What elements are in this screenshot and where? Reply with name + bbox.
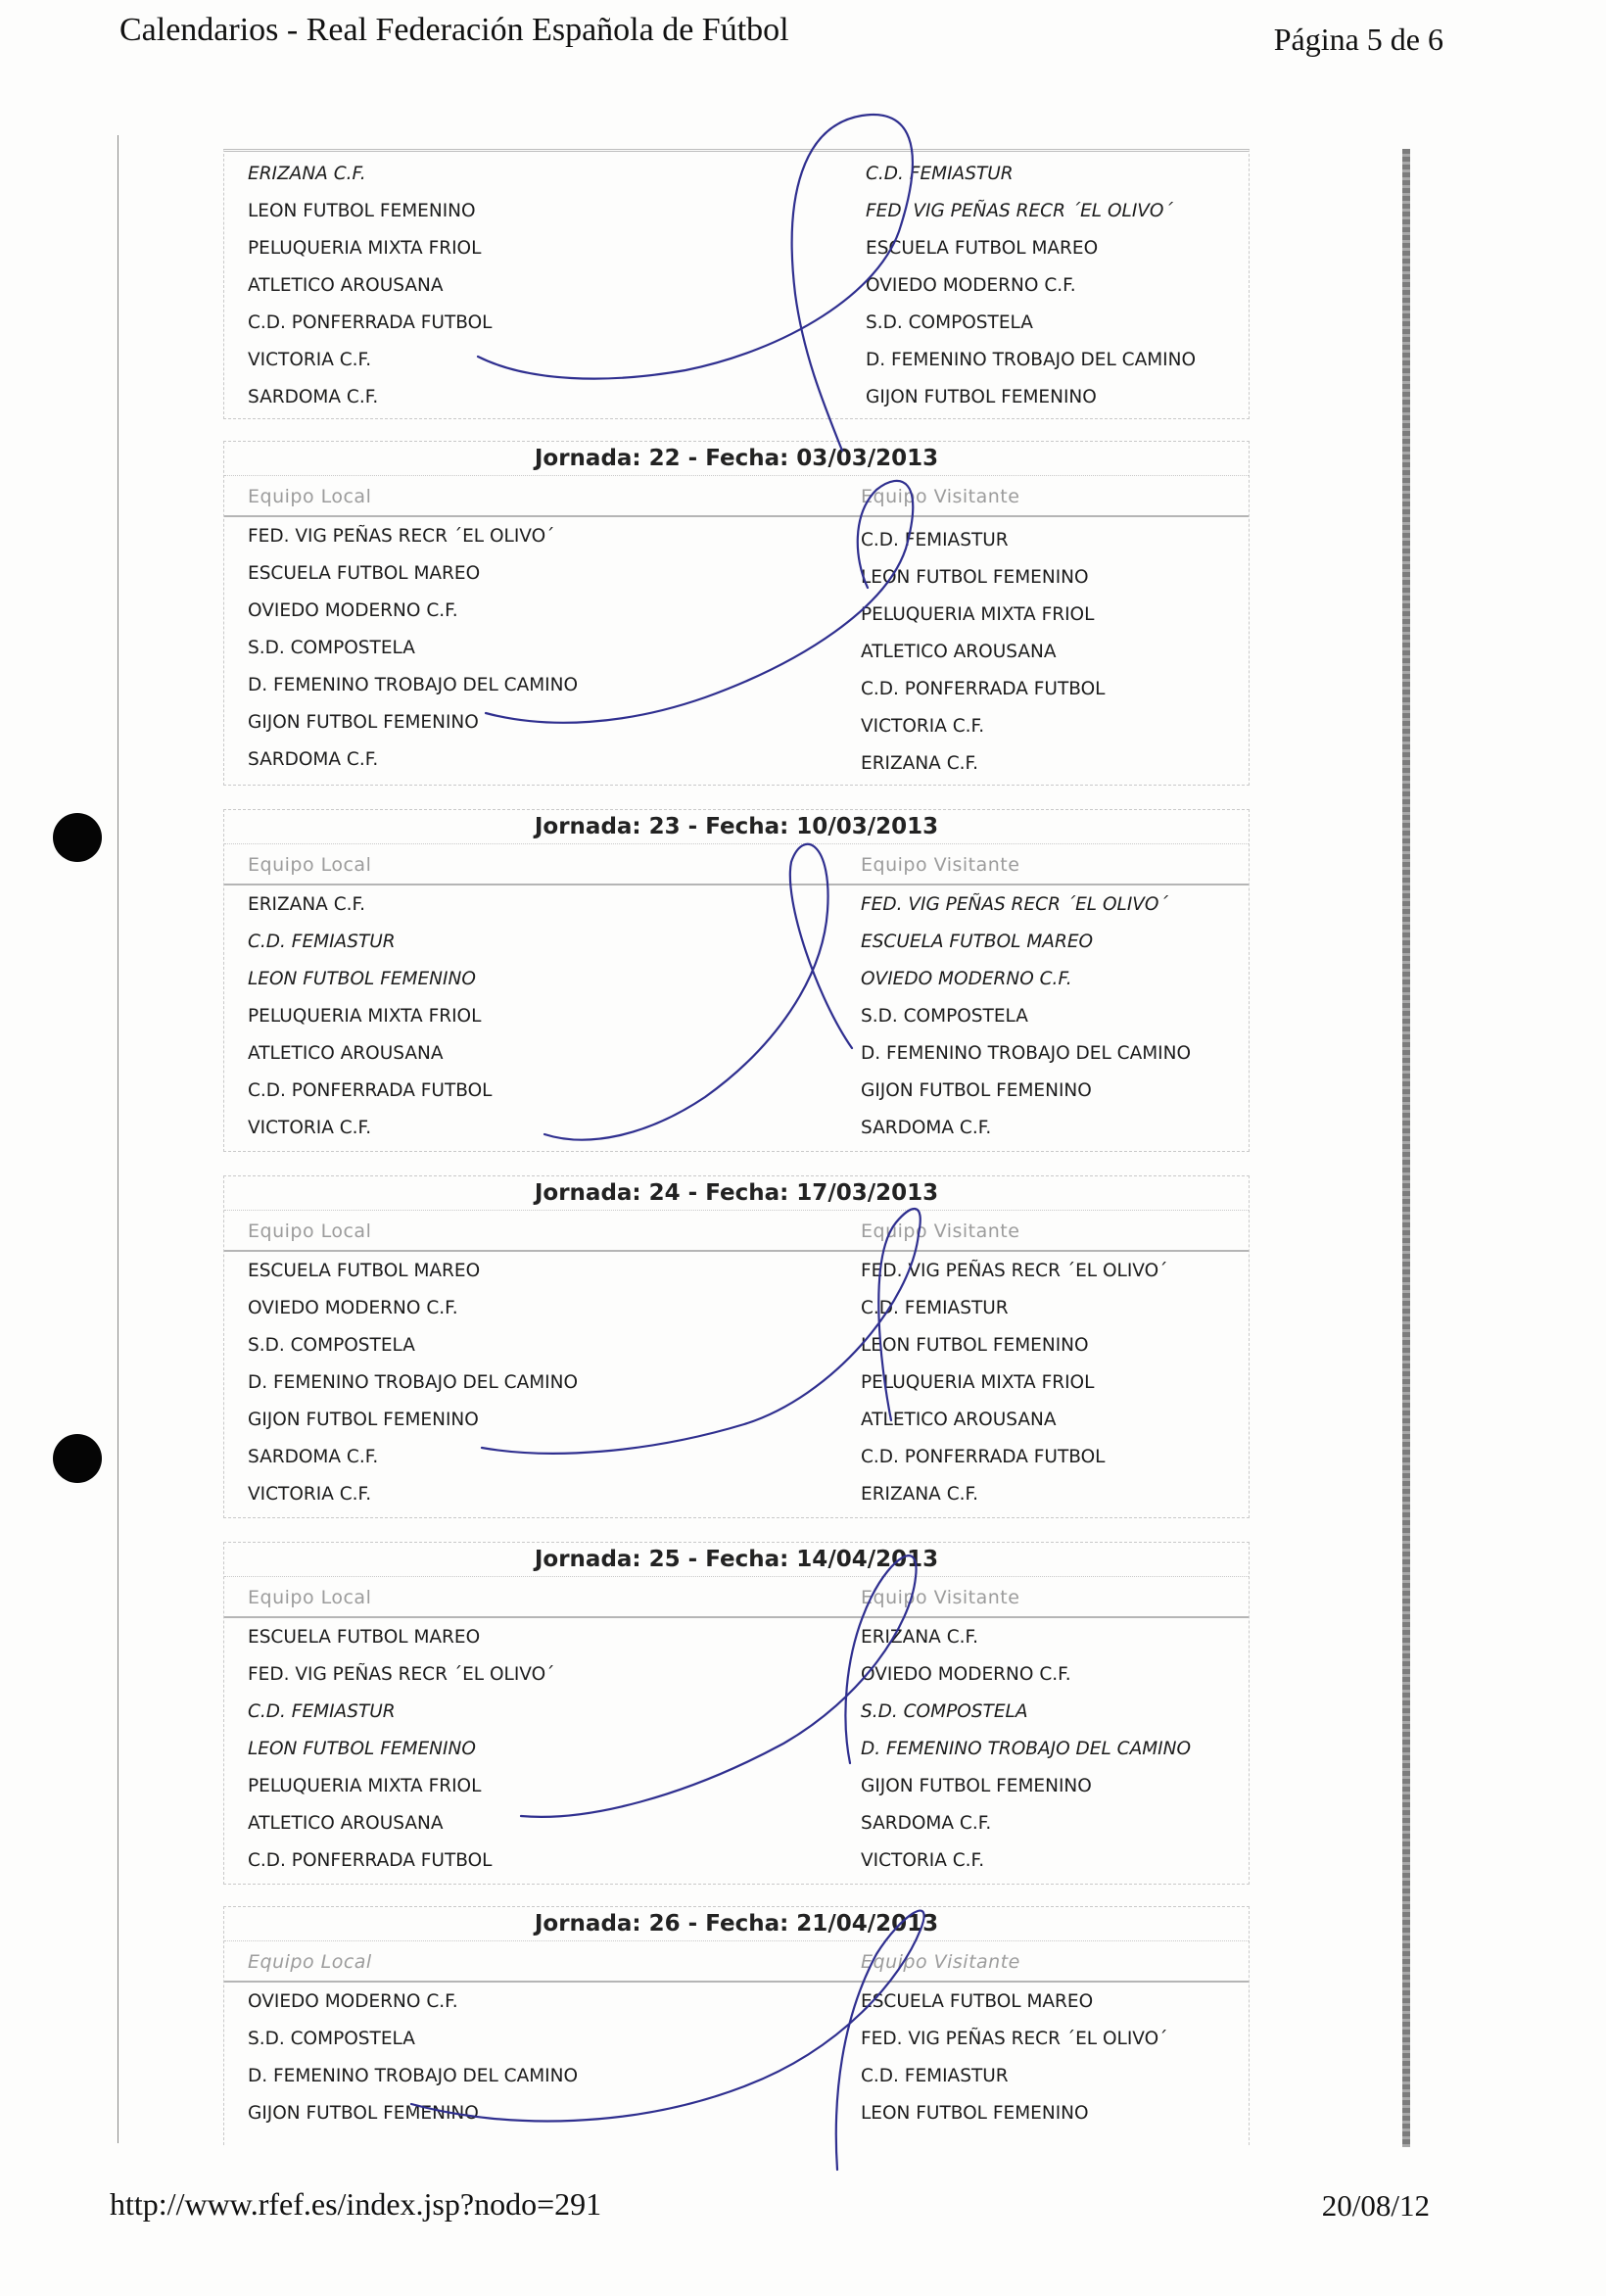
team-name: ERIZANA C.F. xyxy=(248,164,366,184)
team-name: S.D. COMPOSTELA xyxy=(248,638,415,658)
team-name: S.D. COMPOSTELA xyxy=(861,1006,1028,1027)
team-name: OVIEDO MODERNO C.F. xyxy=(861,969,1072,989)
team-name: LEON FUTBOL FEMENINO xyxy=(248,1739,476,1759)
team-name: ATLETICO AROUSANA xyxy=(248,275,444,296)
local-column-label: Equipo Local xyxy=(248,1587,372,1608)
team-name: GIJON FUTBOL FEMENINO xyxy=(248,2103,479,2124)
team-name: ESCUELA FUTBOL MAREO xyxy=(248,1627,481,1648)
footer-date: 20/08/12 xyxy=(1321,2188,1430,2223)
team-name: S.D. COMPOSTELA xyxy=(866,312,1033,333)
team-name: ATLETICO AROUSANA xyxy=(861,642,1057,662)
team-name: ESCUELA FUTBOL MAREO xyxy=(861,932,1094,952)
team-name: FED. VIG PEÑAS RECR ´EL OLIVO´ xyxy=(866,201,1173,221)
team-name: GIJON FUTBOL FEMENINO xyxy=(248,1410,479,1430)
team-name: GIJON FUTBOL FEMENINO xyxy=(861,1776,1092,1796)
team-name: C.D. PONFERRADA FUTBOL xyxy=(861,1447,1106,1467)
team-name: C.D. FEMIASTUR xyxy=(248,1701,396,1722)
team-name: ATLETICO AROUSANA xyxy=(248,1813,444,1834)
team-name: C.D. PONFERRADA FUTBOL xyxy=(248,1080,493,1101)
team-name: D. FEMENINO TROBAJO DEL CAMINO xyxy=(866,350,1197,370)
team-name: GIJON FUTBOL FEMENINO xyxy=(248,712,479,733)
team-name: LEON FUTBOL FEMENINO xyxy=(248,201,476,221)
local-column-label: Equipo Local xyxy=(248,1951,372,1973)
team-name: FED. VIG PEÑAS RECR ´EL OLIVO´ xyxy=(248,526,555,547)
team-name: PELUQUERIA MIXTA FRIOL xyxy=(248,1776,482,1796)
team-name: C.D. PONFERRADA FUTBOL xyxy=(248,1850,493,1871)
team-name: PELUQUERIA MIXTA FRIOL xyxy=(248,1006,482,1027)
team-name: PELUQUERIA MIXTA FRIOL xyxy=(861,1372,1095,1393)
team-name: S.D. COMPOSTELA xyxy=(248,1335,415,1356)
team-name: SARDOMA C.F. xyxy=(248,387,379,407)
team-name: VICTORIA C.F. xyxy=(248,350,372,370)
team-name: VICTORIA C.F. xyxy=(861,716,985,737)
visitor-column-label: Equipo Visitante xyxy=(861,486,1020,507)
local-column-label: Equipo Local xyxy=(248,486,372,507)
team-name: ERIZANA C.F. xyxy=(248,894,366,915)
jornada-title: Jornada: 25 - Fecha: 14/04/2013 xyxy=(534,1547,939,1572)
visitor-column-label: Equipo Visitante xyxy=(861,1220,1020,1242)
local-column-label: Equipo Local xyxy=(248,1220,372,1242)
team-name: C.D. PONFERRADA FUTBOL xyxy=(248,312,493,333)
jornada-title: Jornada: 23 - Fecha: 10/03/2013 xyxy=(534,814,939,839)
team-name: ESCUELA FUTBOL MAREO xyxy=(248,563,481,584)
team-name: D. FEMENINO TROBAJO DEL CAMINO xyxy=(248,675,579,695)
team-name: FED. VIG PEÑAS RECR ´EL OLIVO´ xyxy=(248,1664,555,1685)
team-name: VICTORIA C.F. xyxy=(248,1484,372,1505)
jornada-title: Jornada: 24 - Fecha: 17/03/2013 xyxy=(534,1180,939,1206)
team-name: C.D. FEMIASTUR xyxy=(866,164,1014,184)
team-name: PELUQUERIA MIXTA FRIOL xyxy=(248,238,482,259)
visitor-column-label: Equipo Visitante xyxy=(861,1951,1020,1973)
team-name: GIJON FUTBOL FEMENINO xyxy=(866,387,1097,407)
team-name: S.D. COMPOSTELA xyxy=(248,2029,415,2049)
team-name: OVIEDO MODERNO C.F. xyxy=(248,600,458,621)
team-name: VICTORIA C.F. xyxy=(248,1118,372,1138)
team-name: D. FEMENINO TROBAJO DEL CAMINO xyxy=(248,1372,579,1393)
jornada-title: Jornada: 22 - Fecha: 03/03/2013 xyxy=(534,446,939,471)
team-name: LEON FUTBOL FEMENINO xyxy=(248,969,476,989)
team-name: C.D. PONFERRADA FUTBOL xyxy=(861,679,1106,699)
team-name: SARDOMA C.F. xyxy=(861,1813,992,1834)
footer-url: http://www.rfef.es/index.jsp?nodo=291 xyxy=(110,2186,602,2222)
visitor-column-label: Equipo Visitante xyxy=(861,1587,1020,1608)
team-name: C.D. FEMIASTUR xyxy=(861,1298,1009,1318)
team-name: ERIZANA C.F. xyxy=(861,1627,979,1648)
pen-stroke xyxy=(411,1911,924,2170)
team-name: ESCUELA FUTBOL MAREO xyxy=(248,1261,481,1281)
pen-stroke xyxy=(478,115,913,451)
team-name: ATLETICO AROUSANA xyxy=(861,1410,1057,1430)
team-name: D. FEMENINO TROBAJO DEL CAMINO xyxy=(861,1043,1192,1064)
page-number: Página 5 de 6 xyxy=(1273,22,1443,57)
team-name: OVIEDO MODERNO C.F. xyxy=(248,1991,458,2012)
team-name: VICTORIA C.F. xyxy=(861,1850,985,1871)
team-name: GIJON FUTBOL FEMENINO xyxy=(861,1080,1092,1101)
team-name: SARDOMA C.F. xyxy=(248,749,379,770)
visitor-column-label: Equipo Visitante xyxy=(861,854,1020,876)
team-name: ESCUELA FUTBOL MAREO xyxy=(866,238,1099,259)
team-name: SARDOMA C.F. xyxy=(861,1118,992,1138)
team-name: C.D. FEMIASTUR xyxy=(248,932,396,952)
team-name: S.D. COMPOSTELA xyxy=(861,1701,1028,1722)
team-name: LEON FUTBOL FEMENINO xyxy=(861,2103,1089,2124)
team-name: ERIZANA C.F. xyxy=(861,1484,979,1505)
team-name: ATLETICO AROUSANA xyxy=(248,1043,444,1064)
team-name: FED. VIG PEÑAS RECR ´EL OLIVO´ xyxy=(861,894,1168,915)
team-name: SARDOMA C.F. xyxy=(248,1447,379,1467)
team-name: LEON FUTBOL FEMENINO xyxy=(861,1335,1089,1356)
team-name: FED. VIG PEÑAS RECR ´EL OLIVO´ xyxy=(861,2029,1168,2049)
pen-stroke xyxy=(521,1555,917,1817)
pen-stroke xyxy=(544,844,852,1140)
team-name: ERIZANA C.F. xyxy=(861,753,979,774)
team-name: LEON FUTBOL FEMENINO xyxy=(861,567,1089,588)
team-name: OVIEDO MODERNO C.F. xyxy=(248,1298,458,1318)
team-name: ESCUELA FUTBOL MAREO xyxy=(861,1991,1094,2012)
team-name: D. FEMENINO TROBAJO DEL CAMINO xyxy=(861,1739,1192,1759)
pen-stroke xyxy=(482,1209,921,1454)
jornada-title: Jornada: 26 - Fecha: 21/04/2013 xyxy=(534,1911,939,1937)
team-name: OVIEDO MODERNO C.F. xyxy=(861,1664,1071,1685)
team-name: FED. VIG PEÑAS RECR ´EL OLIVO´ xyxy=(861,1261,1168,1281)
team-name: C.D. FEMIASTUR xyxy=(861,530,1009,550)
team-name: PELUQUERIA MIXTA FRIOL xyxy=(861,604,1095,625)
team-name: OVIEDO MODERNO C.F. xyxy=(866,275,1076,296)
team-name: D. FEMENINO TROBAJO DEL CAMINO xyxy=(248,2066,579,2086)
page-header-title: Calendarios - Real Federación Española de Fútbol xyxy=(119,12,789,48)
pen-stroke xyxy=(486,481,913,723)
local-column-label: Equipo Local xyxy=(248,854,372,876)
team-name: C.D. FEMIASTUR xyxy=(861,2066,1009,2086)
